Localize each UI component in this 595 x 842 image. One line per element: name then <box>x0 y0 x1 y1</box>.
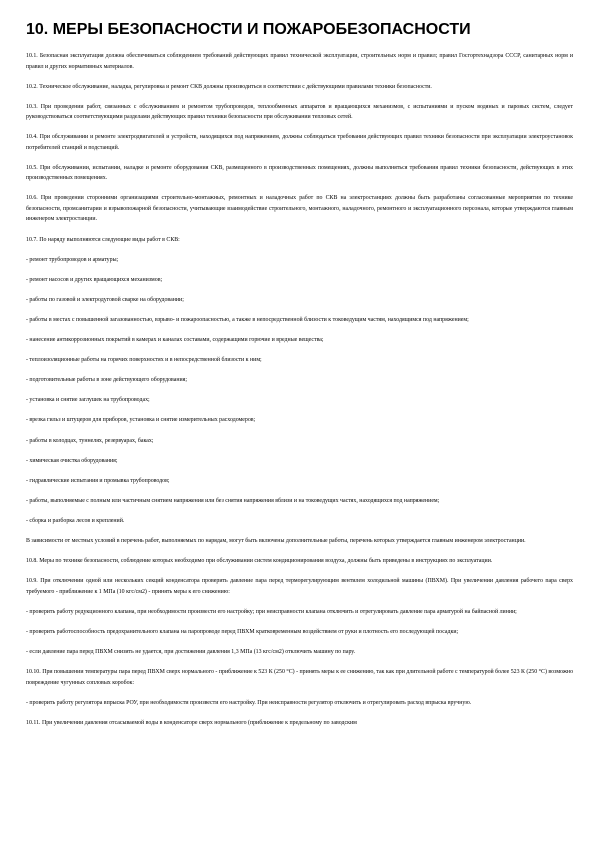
paragraph: - химическая очистка оборудования; <box>26 457 118 464</box>
paragraph: - врезка гильз и штуцеров для приборов, установка и снятие измерительных расходомеров; <box>26 417 256 424</box>
paragraph: - проверить работу редукционного клапана, при необходимости произвести его настройку; при неисправности клапана отключить и отрегулировать давление пара арматурой на байпасной линии; <box>26 608 517 615</box>
paragraph: - ремонт трубопроводов и арматуры; <box>26 256 119 263</box>
paragraph: - ремонт насосов и других вращающихся механизмов; <box>26 276 163 283</box>
paragraph: 10.10. При повышении температуры пара перед ПВХМ сверх нормального - приближение к 523 К (250 °С) - принять меры к ее снижению, так как при длительной работе с температурой более 523 К (250 °С) возможно повреждение чугунных сопловых коробок: <box>26 669 574 686</box>
page-title: 10. МЕРЫ БЕЗОПАСНОСТИ И ПОЖАРОБЕЗОПАСНОСТИ <box>26 21 471 38</box>
paragraph: - подготовительные работы в зоне действующего оборудования; <box>26 377 188 384</box>
paragraph: 10.5. При обслуживании, испытании, наладке и ремонте оборудования СКВ, размещенного в производственных помещениях, должны выполняться требования правил техники безопасности, действующих в этих производственных помещениях. <box>26 164 573 182</box>
paragraph: - теплоизоляционные работы на горячих поверхностях и в непосредственной близости к ним; <box>26 357 262 364</box>
paragraph: 10.9. При отключении одной или нескольких секций конденсатора проверить давление пара перед терморегулирующим вентилем холодильной машины (ПВХМ). При увеличении давления рабочего пара сверх требуемого - приближение к 1 МПа (10 кгс/см2) - принять меры к его снижению: <box>26 578 573 595</box>
paragraph: 10.1. Безопасная эксплуатация должна обеспечиваться соблюдением требований действующих правил технической эксплуатации, строительных норм и правил; правил Госгортехнадзора СССР, санитарных норм и правил и других нормативных материалов. <box>26 53 573 70</box>
paragraph: 10.11. При увеличении давления отсасываемой воды в конденсаторе сверх нормального (приближение к предельному по заводским <box>26 719 357 726</box>
paragraph: - сборка и разборка лесов и креплений. <box>26 517 125 524</box>
paragraph: - установка и снятие заглушек на трубопроводах; <box>26 397 150 404</box>
paragraph: - работы по газовой и электродуговой сварке на оборудовании; <box>26 296 184 303</box>
paragraph: 10.7. По наряду выполняются следующие виды работ в СКВ: <box>26 236 180 243</box>
paragraph: - если давление пара перед ПВХМ снизить не удается, при достижении давления 1,3 МПа (13 кгс/см2) отключить машину по пару. <box>26 648 356 655</box>
document-body <box>26 51 573 728</box>
paragraph: 10.8. Меры по технике безопасности, соблюдение которых необходимо при обслуживании систем кондиционирования воздуха, должны быть приведены в инструкциях по эксплуатации. <box>26 558 493 565</box>
paragraph: В зависимости от местных условий в перечень работ, выполняемых по нарядам, могут быть включены дополнительные работы, перечень которых утверждается главным инженером электростанции. <box>26 537 526 544</box>
paragraph: - работы в местах с повышенной загазованностью, взрыво- и пожароопасностью, а также в непосредственной близости к токоведущим частям, находящимся под напряжением; <box>26 316 469 323</box>
paragraph: - работы, выполняемые с полным или частичным снятием напряжения или без снятия напряжения вблизи и на токоведущих частях, находящихся под напряжением; <box>26 497 440 504</box>
paragraph: - гидравлические испытания и промывка трубопроводов; <box>26 477 170 484</box>
paragraph: - проверить работоспособность предохранительного клапана на паропроводе перед ПВХМ кратковременным воздействием от руки и плотность его последующей посадки; <box>26 628 459 635</box>
paragraph: - проверить работу регулятора впрыска РОУ, при необходимости произвести его настройку. При неисправности регулятор отключить и отрегулировать расход впрыска вручную. <box>26 699 472 706</box>
paragraph: - работы в колодцах, туннелях, резервуарах, баках; <box>26 437 154 444</box>
paragraph: 10.4. При обслуживании и ремонте электродвигателей и устройств, находящихся под напряжением, должны соблюдаться требования действующих правил техники безопасности при эксплуатации электроустановок потребителей станций и подстанций. <box>26 134 573 151</box>
paragraph: 10.3. При проведении работ, связанных с обслуживанием и ремонтом трубопроводов, теплообменных аппаратов и вращающихся механизмов, с испытаниями и пуском водяных и паровых систем, следует руководствоваться соответствующими разделами действующих правил техники безопасности при обслуживании тепловых сетей. <box>26 103 573 121</box>
paragraph: 10.2. Техническое обслуживание, наладка, регулировка и ремонт СКВ должны производиться в соответствии с действующими правилами техники безопасности. <box>26 83 432 90</box>
paragraph: 10.6. При проведении сторонними организациями строительно-монтажных, ремонтных и наладочных работ по СКВ на электростанциях должны быть разработаны согласованные мероприятия по технике безопасности, промсанитарии и взрывопожарной безопасности, учитывающие взаимодействие строительного, монтажного, наладочного, ремонтного и эксплуатационного персонала, которые утверждаются главным инженером электростанции. <box>26 195 573 223</box>
paragraph: - нанесение антикоррозионных покрытий в камерах и каналах составами, содержащими горючие и вредные вещества; <box>26 337 324 344</box>
